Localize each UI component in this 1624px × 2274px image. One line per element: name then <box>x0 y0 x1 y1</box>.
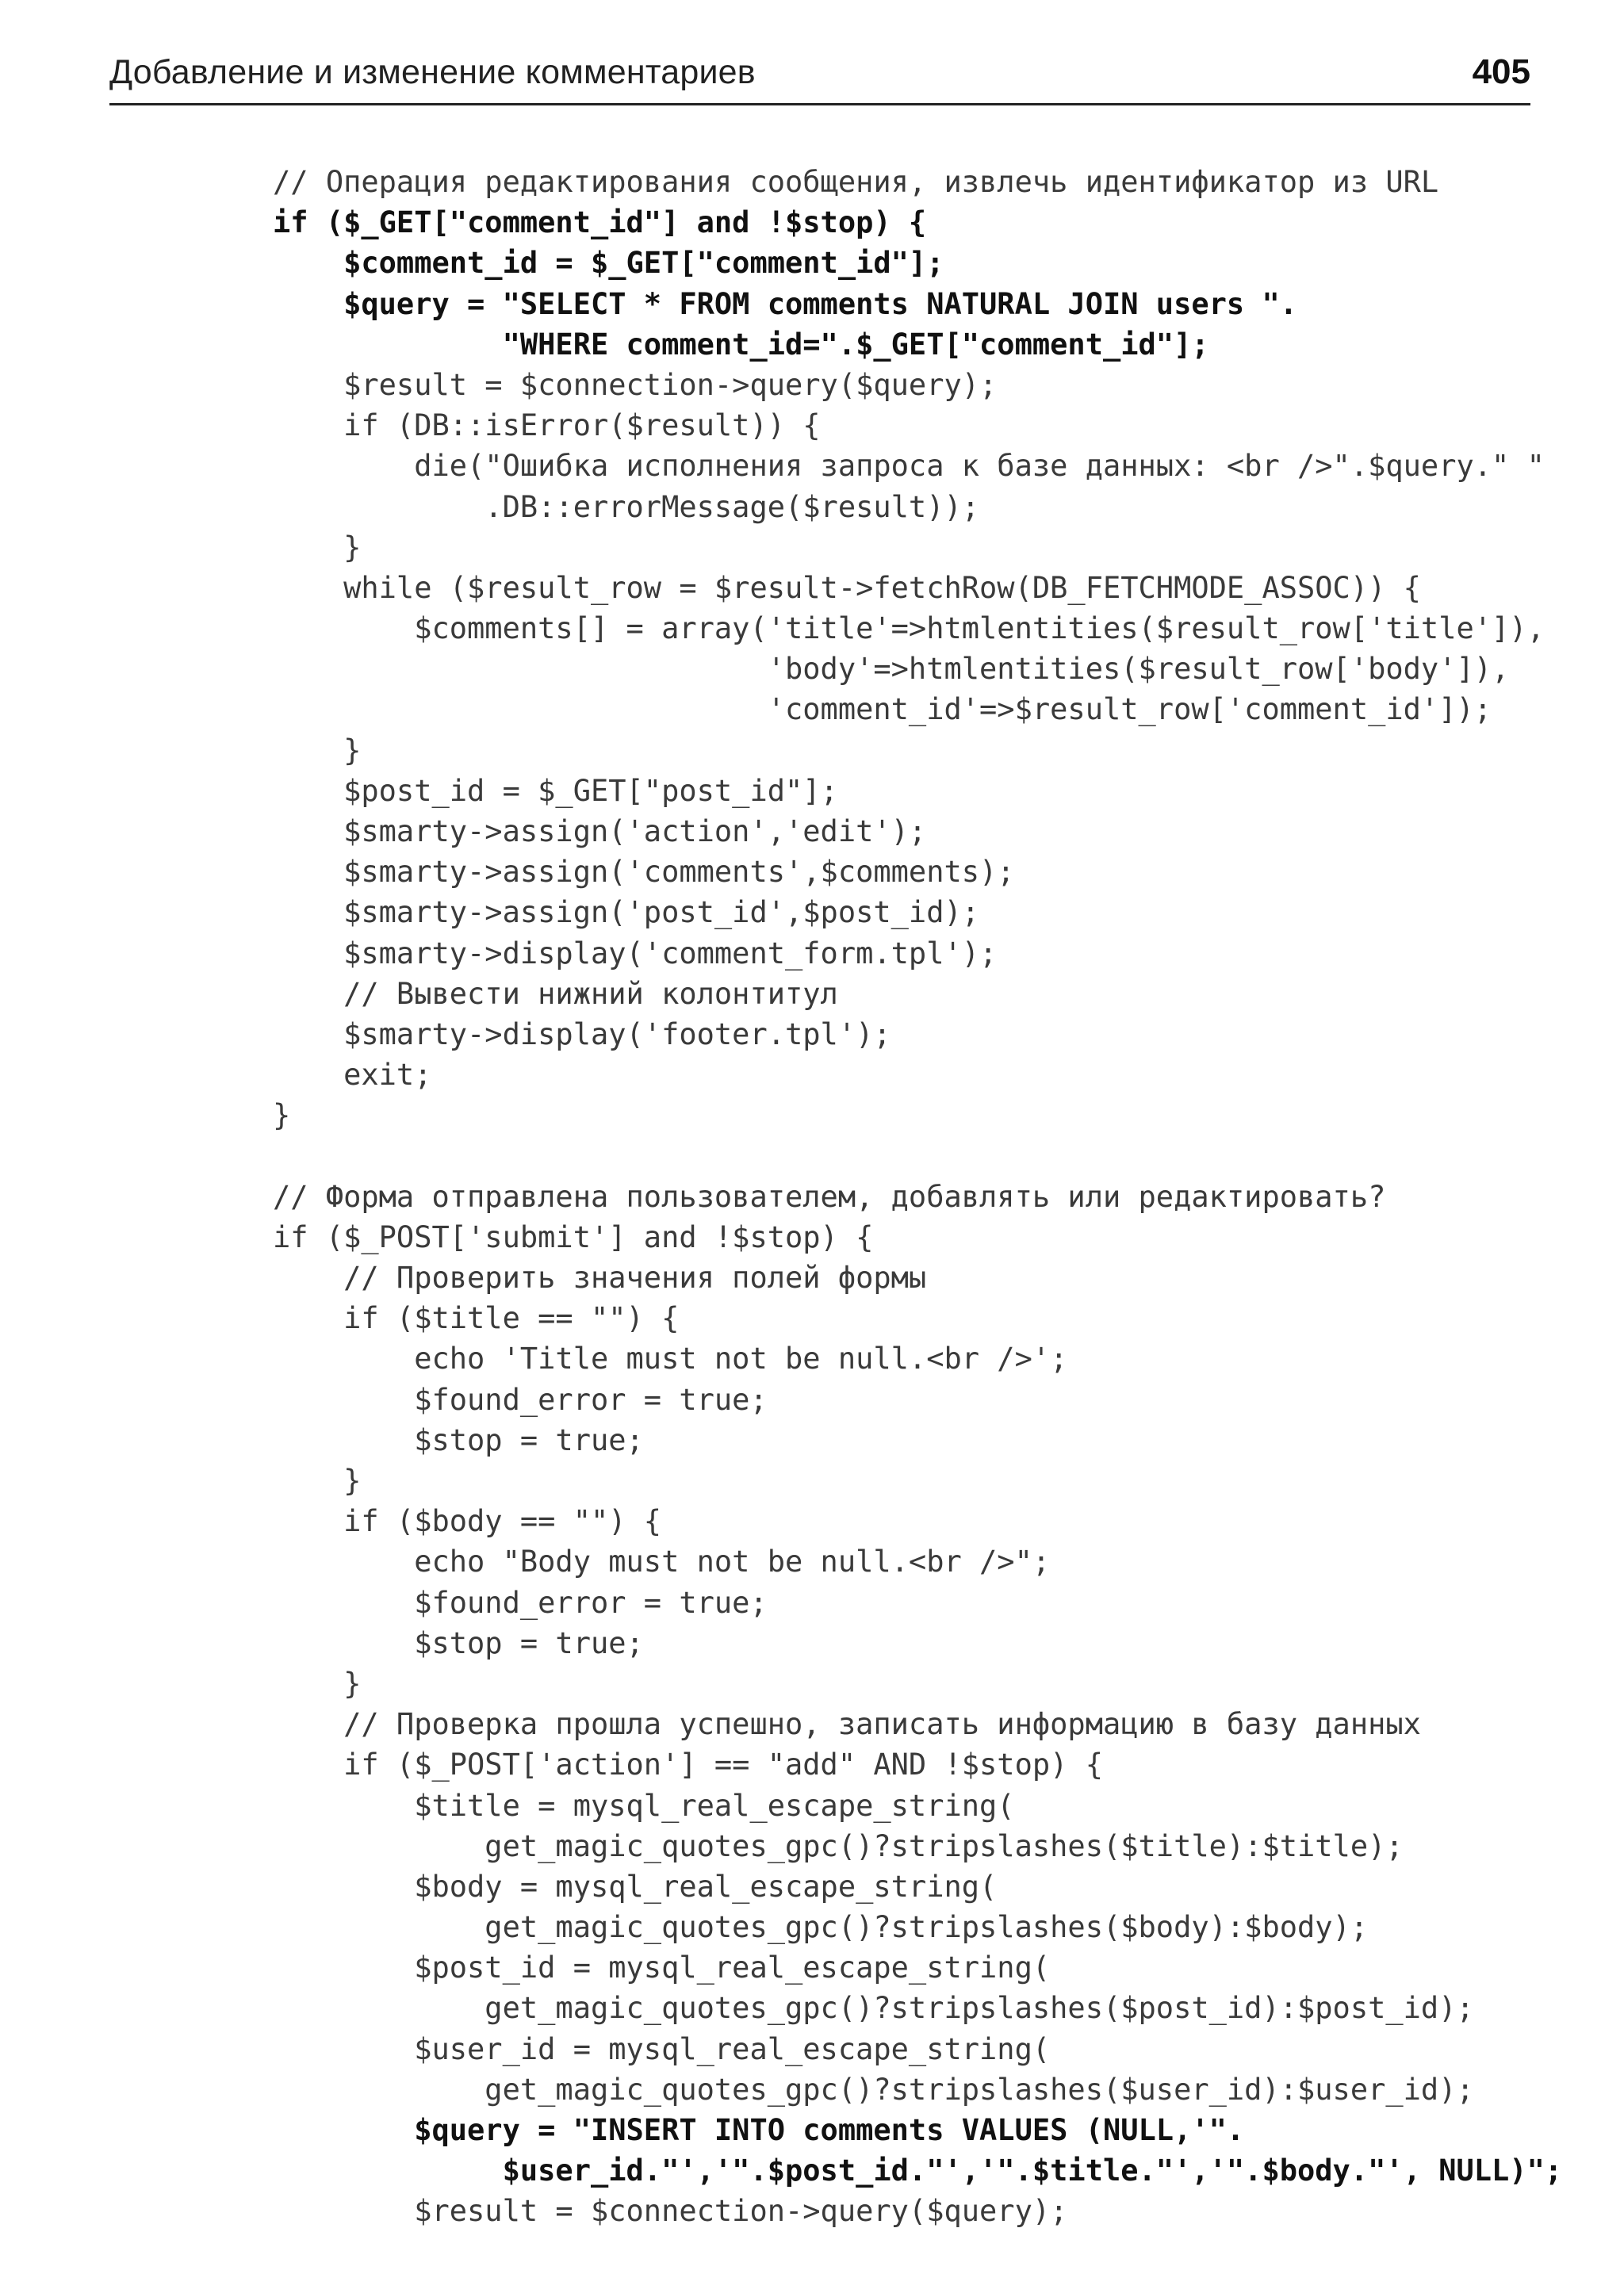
code-listing <box>273 162 1562 2232</box>
code-line: $user_id = mysql_real_escape_string( <box>273 2031 1051 2066</box>
code-line: } <box>273 530 362 565</box>
code-line: } <box>273 1666 362 1701</box>
code-line: $body = mysql_real_escape_string( <box>273 1869 998 1904</box>
code-line: get_magic_quotes_gpc()?stripslashes($user_id):$user_id); <box>273 2072 1474 2107</box>
code-line: "WHERE comment_id=".$_GET["comment_id"]; <box>273 327 1209 362</box>
code-line: .DB::errorMessage($result)); <box>273 489 980 524</box>
code-line: 'comment_id'=>$result_row['comment_id']); <box>273 692 1492 727</box>
code-line: 'body'=>htmlentities($result_row['body']), <box>273 652 1510 687</box>
code-line <box>273 1136 1562 1177</box>
code-line: $stop = true; <box>273 1422 644 1457</box>
code-line: $comments[] = array('title'=>htmlentities($result_row['title']), <box>273 611 1545 646</box>
code-line: $comment_id = $_GET["comment_id"]; <box>273 246 944 281</box>
running-header-title: Добавление и изменение комментариев <box>109 53 756 91</box>
code-line: $smarty->display('footer.tpl'); <box>273 1016 891 1051</box>
code-line: if (DB::isError($result)) { <box>273 408 821 443</box>
code-line: if ($_GET["comment_id"] and !$stop) { <box>273 205 927 240</box>
code-line: if ($title == "") { <box>273 1301 680 1336</box>
code-line: exit; <box>273 1058 432 1093</box>
code-line: $smarty->assign('action','edit'); <box>273 814 927 848</box>
code-line: } <box>273 733 362 768</box>
code-line: $result = $connection->query($query); <box>273 2194 1068 2229</box>
page-header <box>109 48 1530 105</box>
code-line: $smarty->assign('comments',$comments); <box>273 855 1015 890</box>
code-line: $result = $connection->query($query); <box>273 367 998 402</box>
code-line: // Форма отправлена пользователем, добавлять или редактировать? <box>273 1179 1386 1214</box>
code-line: // Проверить значения полей формы <box>273 1261 927 1296</box>
code-line: $query = "SELECT * FROM comments NATURAL JOIN users ". <box>273 286 1298 321</box>
code-line: if ($_POST['action'] == "add" AND !$stop) { <box>273 1748 1103 1782</box>
code-line: $query = "INSERT INTO comments VALUES (NULL,'". <box>273 2113 1245 2147</box>
code-line: } <box>273 1464 362 1498</box>
code-line: if ($_POST['submit'] and !$stop) { <box>273 1219 874 1254</box>
code-line: if ($body == "") { <box>273 1504 662 1539</box>
code-line: $smarty->display('comment_form.tpl'); <box>273 936 998 970</box>
code-line: $post_id = mysql_real_escape_string( <box>273 1951 1051 1985</box>
code-line: $post_id = $_GET["post_id"]; <box>273 773 838 808</box>
code-line: $stop = true; <box>273 1625 644 1660</box>
page-number: 405 <box>1472 52 1530 91</box>
code-line: echo 'Title must not be null.<br />'; <box>273 1342 1068 1376</box>
code-line: $smarty->assign('post_id',$post_id); <box>273 895 980 930</box>
code-line: $title = mysql_real_escape_string( <box>273 1788 1015 1823</box>
code-line: // Вывести нижний колонтитул <box>273 976 838 1011</box>
code-line: // Операция редактирования сообщения, извлечь идентификатор из URL <box>273 165 1439 199</box>
code-line: $found_error = true; <box>273 1585 768 1620</box>
code-line: // Проверка прошла успешно, записать информацию в базу данных <box>273 1707 1421 1742</box>
code-line: while ($result_row = $result->fetchRow(DB_FETCHMODE_ASSOC)) { <box>273 570 1421 605</box>
code-line: get_magic_quotes_gpc()?stripslashes($post_id):$post_id); <box>273 1991 1474 2026</box>
code-line: die("Ошибка исполнения запроса к базе данных: <br />".$query." " <box>273 449 1545 484</box>
code-line: } <box>273 1098 291 1133</box>
code-line: get_magic_quotes_gpc()?stripslashes($title):$title); <box>273 1828 1404 1863</box>
code-line: $user_id."','".$post_id."','".$title."','".$body."', NULL)"; <box>273 2153 1563 2188</box>
code-line: get_magic_quotes_gpc()?stripslashes($body):$body); <box>273 1910 1369 1945</box>
code-line: $found_error = true; <box>273 1382 768 1417</box>
code-line: echo "Body must not be null.<br />"; <box>273 1545 1051 1579</box>
